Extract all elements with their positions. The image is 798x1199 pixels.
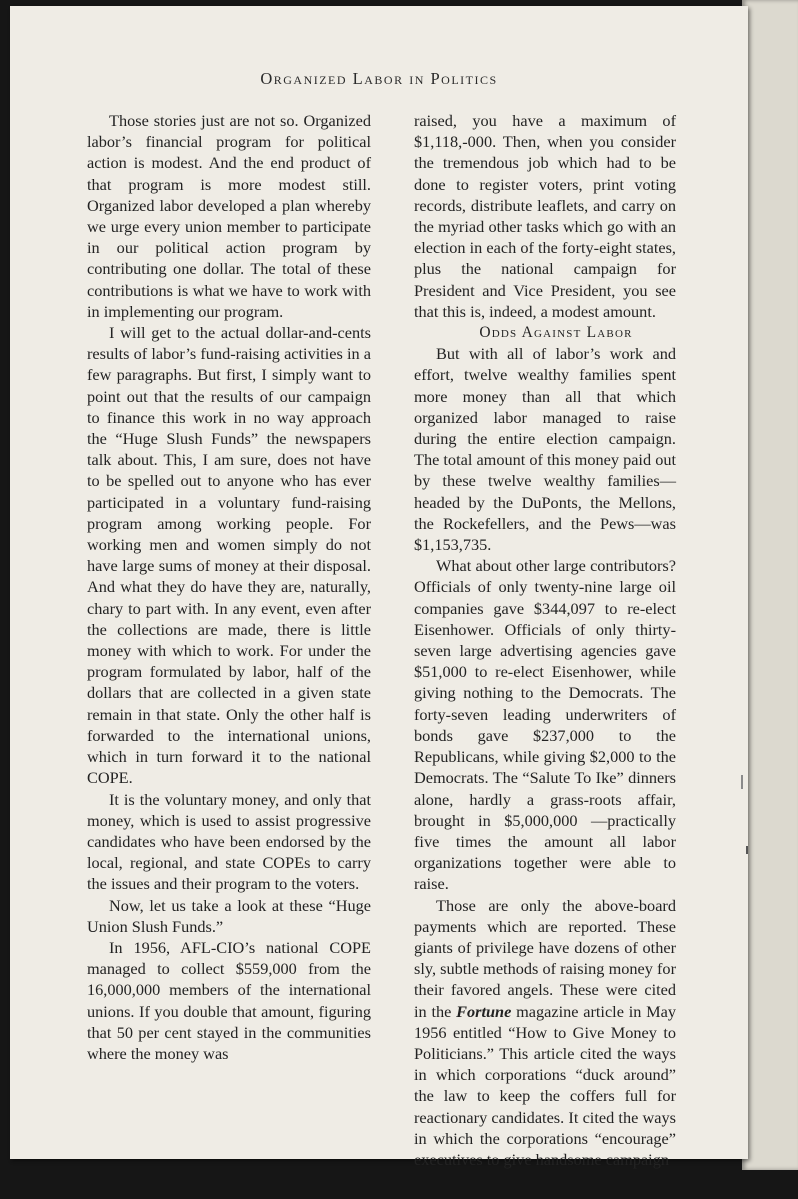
paragraph-text: Those are only the above-board payments which are reported. These giants of privilege have dozens of other sly, subtle methods of raising money for their favored angels. These were cited in the xyxy=(414,895,676,1021)
right-column xyxy=(414,110,676,1170)
margin-mark xyxy=(741,775,743,789)
margin-mark xyxy=(746,846,748,854)
paragraph: But with all of labor’s work and effort, twelve wealthy families spent more money than all that which organized labor managed to raise during the entire election campaign. The total amount of this money paid out by these twelve wealthy families—headed by the DuPonts, the Mellons, the Rockefellers, and the Pews—was $1,153,735. xyxy=(414,344,676,555)
paragraph-continued: raised, you have a maximum of $1,118,-000. Then, when you consider the tremendous job which had to be done to register voters, print voting records, distribute leaflets, and carry on the myriad other tasks which go with an election in each of the forty-eight states, plus the national campaign for President and Vice President, you see that this is, indeed, a modest amount. xyxy=(414,111,676,321)
paragraph: Now, let us take a look at these “Huge Union Slush Funds.” xyxy=(87,895,371,936)
paragraph: In 1956, AFL-CIO’s national COPE managed to collect $559,000 from the 16,000,000 members of the international unions. If you double that amount, figuring that 50 per cent stayed in the communities where the money was xyxy=(87,937,371,1063)
paragraph: Those stories just are not so. Organized labor’s financial program for political action is modest. And the end product of that program is more modest still. Organized labor developed a plan whereby we urge every union member to participate in our political action program by contributing one dollar. The total of these contributions is what we have to work with in implementing our program. xyxy=(87,111,371,321)
paragraph xyxy=(414,895,676,1171)
paragraph: What about other large contributors? Officials of only twenty-nine large oil companies gave $344,097 to re-elect Eisenhower. Officials of only thirty-seven large advertising agencies gave $51,000 to re-elect Eisenhower, while giving nothing to the Democrats. The forty-seven leading underwriters of bonds gave $237,000 to the Republicans, while giving $2,000 to the Democrats. The “Salute To Ike” dinners alone, hardly a grass-roots affair, brought in $5,000,000 —practically five times the amount all labor organizations together were able to raise. xyxy=(414,556,676,894)
section-heading: Odds Against Labor xyxy=(479,324,633,342)
running-head: Organized Labor in Politics xyxy=(260,69,498,88)
paragraph: I will get to the actual dollar-and-cents results of labor’s fund-raising activities in a few paragraphs. But first, I simply want to point out that the results of our campaign to finance this work in no way approach the “Huge Slush Funds” the newspapers talk about. This, I am sure, does not have to be spelled out to anyone who has ever participated in a voluntary fund-raising program among working people. For working men and women simply do not have large sums of money at their disposal. And what they do have they are, naturally, chary to part with. In any event, even after the collections are made, there is little money with which to work. For under the program formulated by labor, half of the dollars that are collected in a given state remain in that state. Only the other half is forwarded to the international unions, which in turn forward it to the national COPE. xyxy=(87,323,371,788)
paragraph-text: magazine article in May 1956 entitled “How to Give Money to Politicians.” This article cited the ways in which corporations “duck around” the law to keep the coffers full for reactionary candidates. It cited the ways in which the corporations “encourage” executives to give handsome campaign xyxy=(414,1001,676,1169)
paragraph: It is the voluntary money, and only that money, which is used to assist progressive candidates who have been endorsed by the local, regional, and state COPEs to carry the issues and their program to the voters. xyxy=(87,789,371,894)
left-column xyxy=(87,110,371,1064)
document-page xyxy=(10,6,748,1169)
magazine-title: Fortune xyxy=(456,1001,512,1021)
adjacent-page-edge xyxy=(742,0,798,1170)
